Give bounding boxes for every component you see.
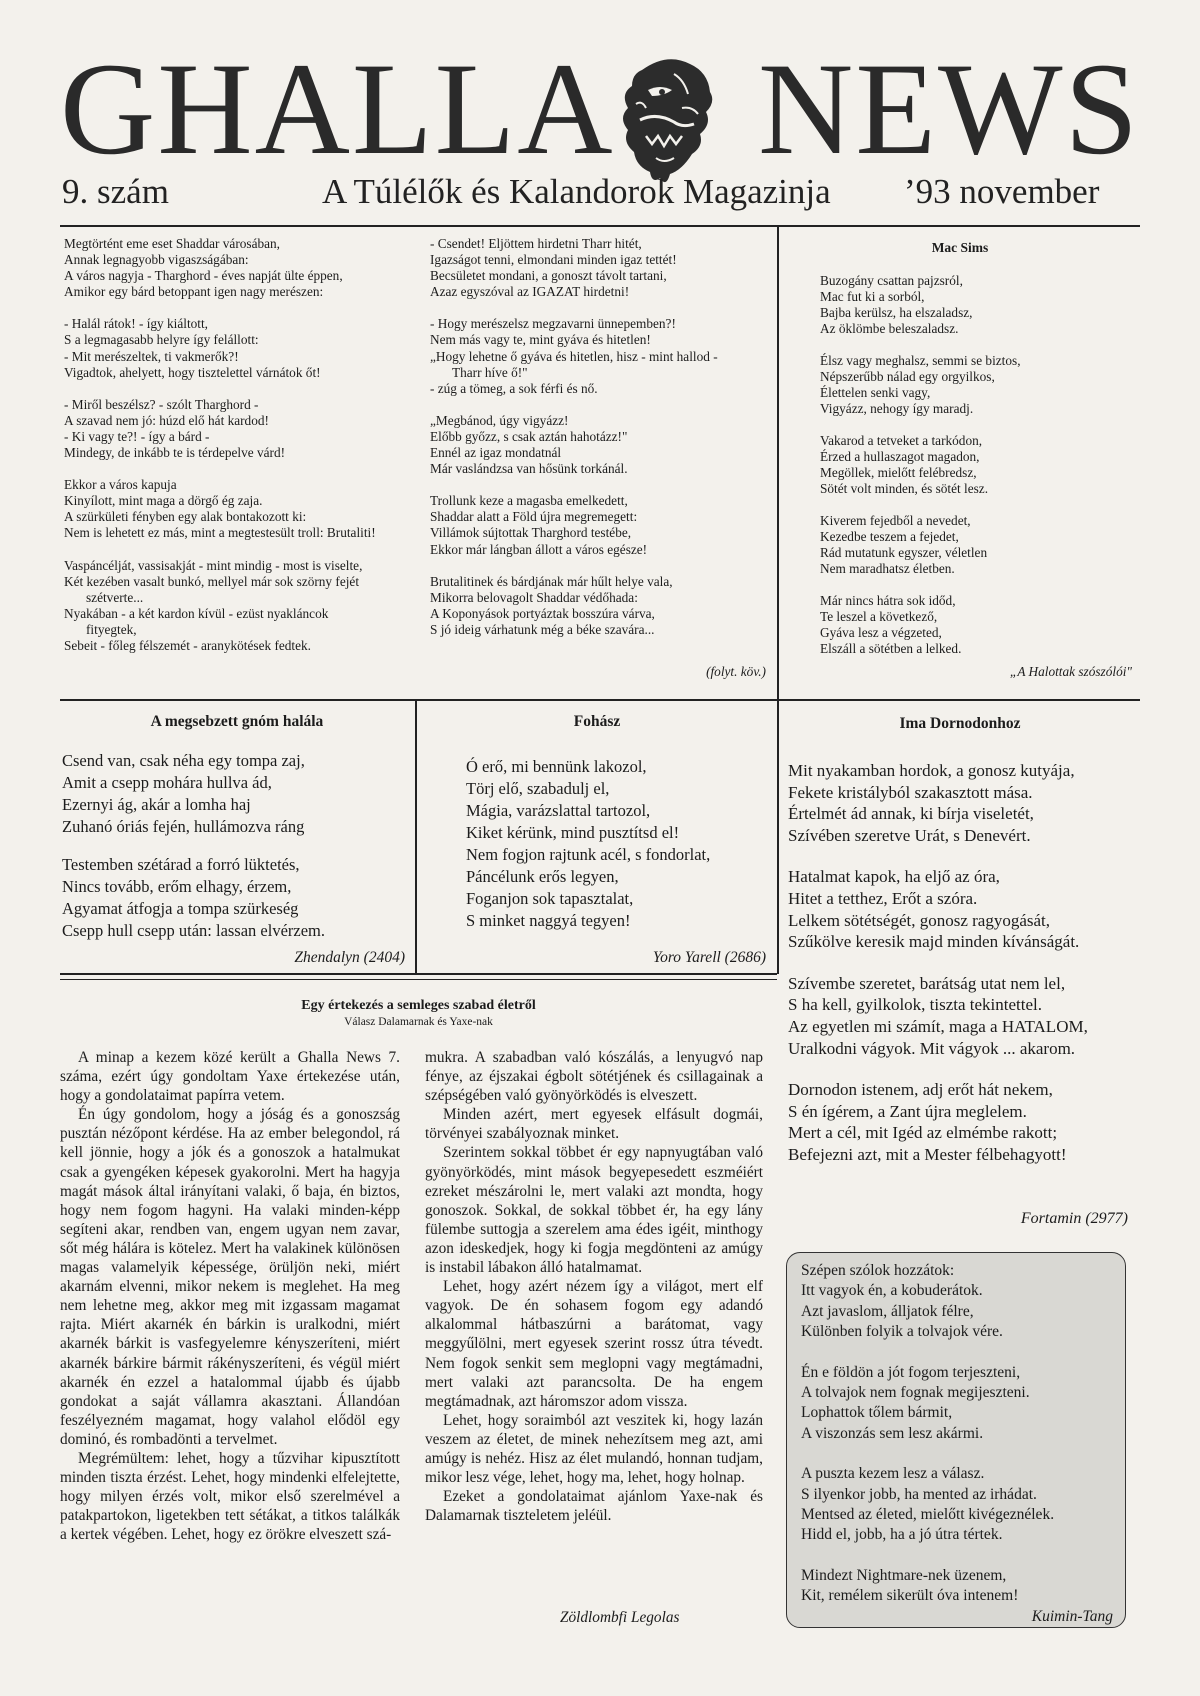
- ima-title: Ima Dornodonhoz: [899, 715, 1021, 732]
- fohasz-title: Fohász: [573, 713, 621, 730]
- mac-sims-poem: Buzogány csattan pajzsról, Mac fut ki a sorból, Bajba kerülsz, ha elszaladsz, Az öklömbe beleszaladsz. Élsz vagy meghalsz, semmi se biztos, Népszerűbb nálad egy orgyilkos, Élettelen senki vagy, Vigyázz, nehogy így maradj. Vakarod a tetveket a tarkódon, Érzed a hullaszagot magadon, Megöllek, mielőtt felébredsz, Sötét volt minden, és sötét lesz. Kiverem fejedből a nevedet, Kezedbe teszem a fejedet, Rád mutatunk egyszer, véletlen Nem maradhatsz életben. Már nincs hátra sok időd, Te leszel a következő, Gyáva lesz a végzeted, Elszáll a sötétben a lelked.: [820, 273, 1021, 656]
- essay-rule-top: [60, 973, 777, 975]
- top-poem-column-2: - Csendet! Eljöttem hirdetni Tharr hitét, Igazságot tenni, elmondani minden igaz tettét! Becsületet mondani, a gonoszt távolt tartani, Azaz egyszóval az IGAZAT hirdetni! - Hogy merészelsz megzavarni ünnepemben?! Nem más vagy te, mint gyáva és hitetlen! „Hogy lehetne ő gyáva és hitetlen, hisz - mint hallod - Tharr híve ő!" - zúg a tömeg, a sok férfi és nő. „Megbánod, úgy vigyázz! Előbb győzz, s csak aztán hahotázz!" Ennél az igaz mondatnál Már vaslándzsa van hősünk torkánál. Trollunk keze a magasba emelkedett, Shaddar alatt a Föld újra megremegett: Villámok sújtottak Tharghord testébe, Ekkor már lángban állott a város egésze! Brutalitinek és bárdjának már hűlt helye vala, Mikorra belovagolt Shaddar védőhada: A Koponyások portyáztak bosszúra várva, S jó ideig várhatunk még a béke szavára...: [430, 236, 718, 637]
- essay-subtitle: Válasz Dalamarnak és Yaxe-nak: [344, 1016, 493, 1028]
- top-vertical-divider: [777, 225, 779, 700]
- essay-signature: Zöldlombfi Legolas: [560, 1609, 680, 1626]
- gnome-poem: Csend van, csak néha egy tompa zaj, Amit a csepp mohára hullva ád, Ezernyi ág, akár a lomha haj Zuhanó óriás fején, hullámozva ráng Testemben szétárad a forró lüktetés, Nincs tovább, erőm elhagy, érzem, Agyamat átfogja a tompa szürkeség Csepp hull csepp után: lassan elvérzem.: [62, 751, 326, 940]
- boxed-poem-signature: Kuimin-Tang: [1031, 1607, 1113, 1625]
- poem-divider-1: [415, 699, 417, 974]
- magazine-subtitle: A Túlélők és Kalandorok Magazinja: [322, 172, 831, 211]
- mac-sims-title: Mac Sims: [931, 240, 989, 255]
- top-poem-column-1: Megtörtént eme eset Shaddar városában, Annak legnagyobb vigaszságában: A város nagyja - Tharghord - éves napját ülte éppen, Amikor egy bárd betoppant igen nagy merészen: - Halál rátok! - így kiáltott, S a legmagasabb helyre így felállott: - Mit merészeltek, ti vakmerők?! Vigadtok, ahelyett, hogy tisztelettel várnátok őt! - Miről beszélsz? - szólt Tharghord - A szavad nem jó: húzd elő hát kardod! - Ki vagy te?! - így a bárd - Mindegy, de inkább te is térdepelve várd! Ekkor a város kapuja Kinyílott, mint maga a dörgő ég zaja. A szürkületi fényben egy alak bontakozott ki: Nem is lehetett ez más, mint a megtestesült troll: Brutaliti! Vaspáncélját, vassisakját - mint mindig - most is viselte, Két kezében vasalt bunkó, mellyel már sok szörny fejét szétverte... Nyakában - a két kardon kívül - ezüst nyakláncok fityegtek, Sebeit - főleg félszemét - aranykötések fedtek.: [64, 236, 376, 653]
- fohasz-signature: Yoro Yarell (2686): [652, 949, 766, 966]
- issue-number: 9. szám: [62, 172, 169, 211]
- mac-sims-signature: „A Halottak szószólói": [1009, 664, 1132, 679]
- gnome-poem-title: A megsebzett gnóm halála: [150, 713, 324, 730]
- poem-divider-2: [777, 699, 779, 974]
- continued-note: (folyt. köv.): [706, 664, 766, 679]
- essay-title: Egy értekezés a semleges szabad életről: [301, 998, 536, 1013]
- masthead-title-right: NEWS: [758, 35, 1140, 182]
- essay-column-2: mukra. A szabadban való kószálás, a lenyugvó nap fénye, az éjszakai égbolt sötétjének és csillagainak a szépségében való gyönyörködés is elveszett. Minden azért, mert egyesek elfásult dogmái, törvényei szabályoznak minket. Szerintem sokkal többet ér egy napnyugtában való gyönyörködés, mint mások begyepesedett eszméiért ezreket mészárolni le, mert valaki azt mondta, hogy gonoszok. Sokkal, de sokkal többet ér, ha egy lány fülembe suttogja a szerelem ama édes igéit, minthogy azon ideskedjek, hogy ki fogja megdönteni az amúgy is instabil lábakon álló hatalmamat. Lehet, hogy azért nézem így a világot, mert elf vagyok. De én sohasem fogom egy adandó alkalommal hátbaszúrni a barátomat, vagy meggyűlölni, mert egyesek szerint rossz útra tévedt. Nem fogok senkit sem meglopni vagy megtámadni, mert valaki azt parancsolta. De ha engem megtámadnak, azt háromszor adom vissza. Lehet, hogy soraimból azt veszitek ki, hogy lazán veszem az életet, de minek nehezítsem meg azt, ami amúgy is nehéz. Hisz az élet mulandó, honnan tudjam, mikor lesz vége, lehet, hogy ma, lehet, hogy holnap. Ezeket a gondolataimat ajánlom Yaxe-nak és Dalamarnak tiszteletem jeléül.: [425, 1049, 763, 1525]
- masthead-rule: [60, 225, 1140, 227]
- dragon-head-icon: [612, 50, 722, 190]
- issue-date: ’93 november: [904, 172, 1100, 211]
- poem-section-rule: [60, 699, 1140, 701]
- gnome-poem-signature: Zhendalyn (2404): [294, 949, 405, 966]
- ima-poem: Mit nyakamban hordok, a gonosz kutyája, Fekete kristályból szakasztott mása. Értelmét ád annak, ki bírja viseletét, Szívében szeretve Urát, s Denevért. Hatalmat kapok, ha eljő az óra, Hitet a tetthez, Erőt a szóra. Lelkem sötétségét, gonosz ragyogását, Szűkölve keresik majd minden kívánságát. Szívembe szeretet, barátság utat nem lel, S ha kell, gyilkolok, tiszta tekintettel. Az egyetlen mi számít, maga a HATALOM, Uralkodni vágyok. Mit vágyok ... akarom. Dornodon istenem, adj erőt hát nekem, S én ígérem, a Zant újra meglelem. Mert a cél, mit Igéd az elmémbe rakott; Befejezni azt, mit a Mester félbehagyott!: [788, 761, 1088, 1164]
- essay-column-1: A minap a kezem közé került a Ghalla News 7. száma, ezért úgy gondoltam Yaxe értekezése után, hogy a gondolataimat papírra vetem. Én úgy gondolom, hogy a jóság és a gonoszság pusztán nézőpont kérdése. Ha az ember belegondol, rá kell jönnie, hogy a jók és a gonoszok a hatalmukat csak a gyengéken képesek gyakorolni. Mert ha hagyja magát mások által irányítani valaki, ő baja, én biztos, hogy nem fogom hagyni. Ha valaki minden-képp segíteni akar, rendben van, engem ugyan nem zavar, sőt még hálára is kötelez. Mert ha valakinek különösen magas valamelyik képessége, örüljön neki, miért akarnám elvenni, mikor nekem is meglehet. Ha meg nem lehetne meg, akkor meg mit izgassam magamat rajta. Miért akarnék én bárkin is uralkodni, miért akarnék bárkit is vasfegyelemre kényszeríteni, miért akarnék bárkire bármit rákényszeríteni, és végül miért akarnék én ezzel a hatalommal újabb és újabb gondokat a saját vállamra akasztani. Állandóan feszélyezném magamat, hogy valahol elődöl egy dominó, és rombadönti a tervelmet. Megrémültem: lehet, hogy a tűzvihar kipusztított minden tiszta érzést. Lehet, hogy mindenki elfelejtette, hogy milyen érzés volt, mikor első szerelmével a patakpartokon, ligetekben tett sétákat, a titkos találkák a kertek végében. Lehet, hogy ez örökre elveszett szá-: [60, 1049, 400, 1544]
- masthead-title-left: GHALLA: [60, 35, 615, 182]
- fohasz-poem: Ó erő, mi bennünk lakozol, Törj elő, szabadulj el, Mágia, varázslattal tartozol, Kiket kérünk, mind pusztítsd el! Nem fogjon rajtunk acél, s fondorlat, Páncélunk erős legyen, Foganjon sok tapasztalat, S minket naggyá tegyen!: [466, 757, 711, 930]
- essay-rule-bottom: [60, 979, 777, 980]
- boxed-poem: Szépen szólok hozzátok: Itt vagyok én, a kobuderátok. Azt javaslom, álljatok félre, Különben folyik a tolvajok vére. Én e földön a jót fogom terjeszteni, A tolvajok nem fognak megijeszteni. Lophattok tőlem bármit, A viszonzás sem lesz akármi. A puszta kezem lesz a válasz. S ilyenkor jobb, ha mented az irhádat. Mentsed az életed, mielőtt kivégeznélek. Hidd el, jobb, ha a jó útra tértek. Mindezt Nightmare-nek üzenem, Kit, remélem sikerült óva intenem! Kuimin-Tang: [786, 1252, 1126, 1628]
- ima-signature: Fortamin (2977): [1020, 1210, 1128, 1227]
- masthead-title: [60, 35, 1140, 182]
